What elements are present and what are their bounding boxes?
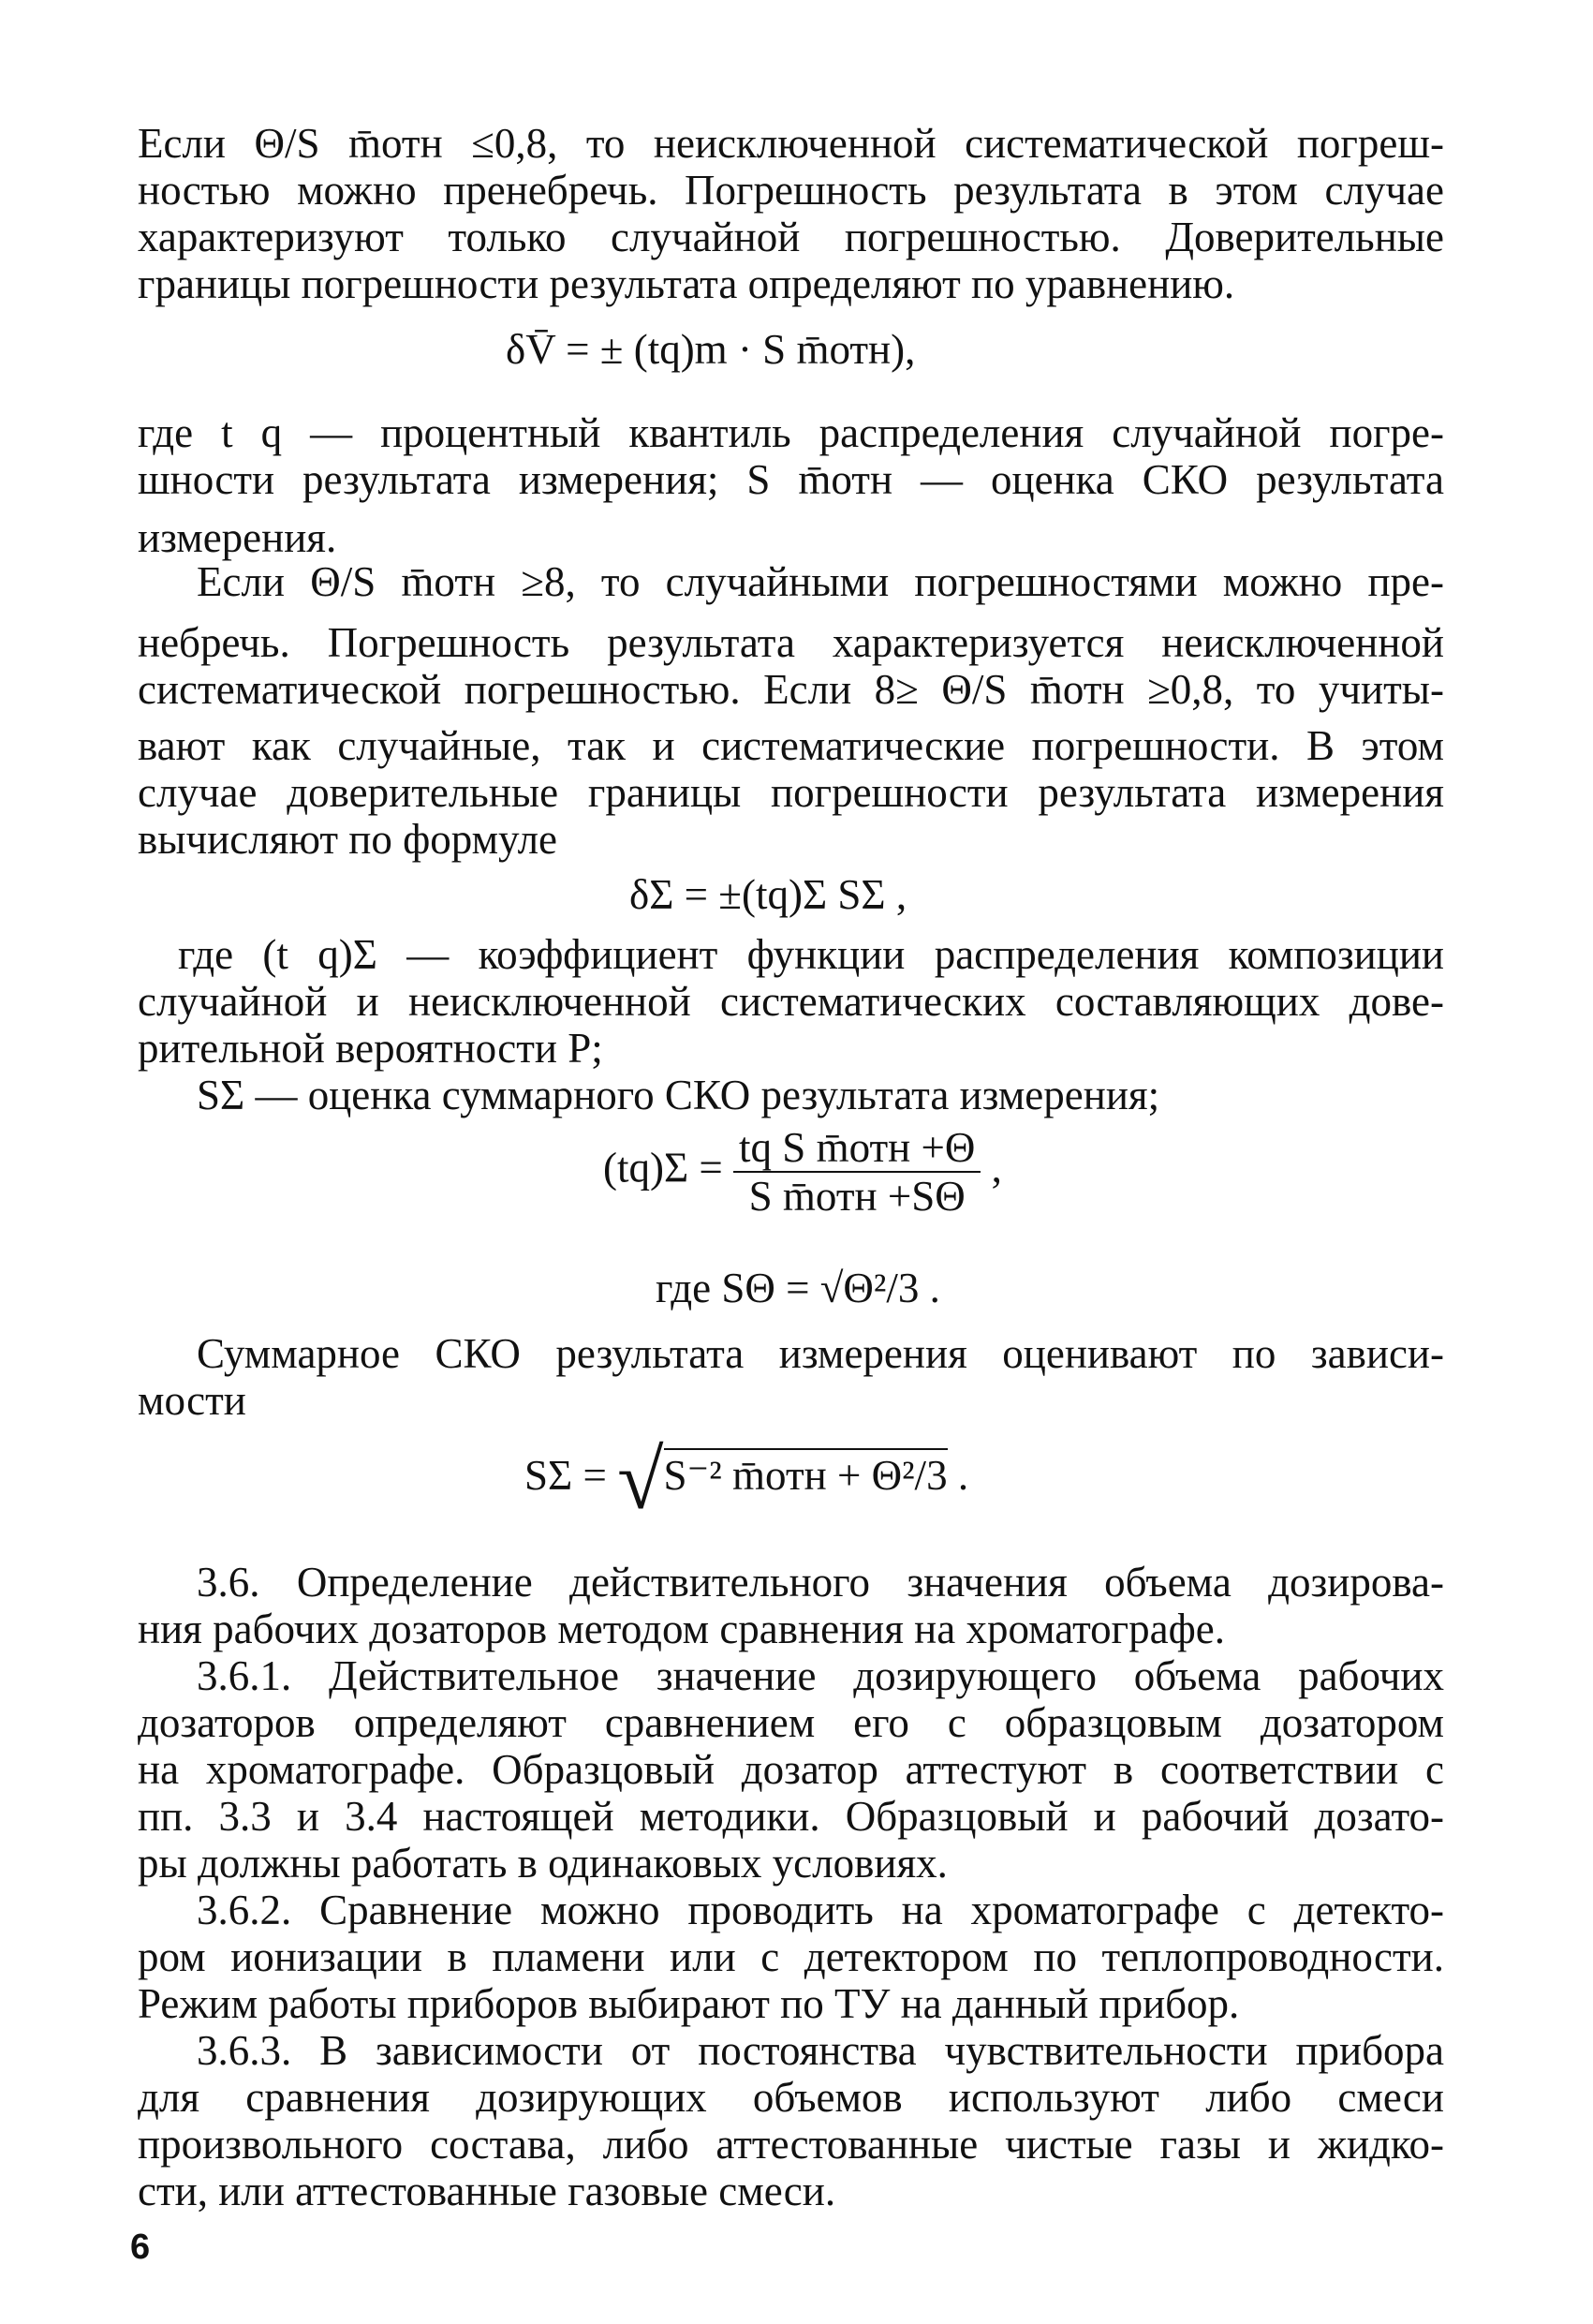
formula-tq-sum bbox=[603, 1124, 1002, 1220]
text-line: на хроматографе. Образцовый дозатор аттестуют в соответствии с bbox=[138, 1746, 1444, 1793]
text-line: случайной и неисключенной систематических составляющих дове- bbox=[138, 978, 1444, 1025]
text-line: измерения. bbox=[138, 514, 337, 561]
text-line: 3.6.2. Сравнение можно проводить на хроматографе с детекто- bbox=[197, 1887, 1444, 1933]
formula-delta-sum: δΣ = ±(tq)Σ SΣ , bbox=[629, 871, 907, 918]
text-line: где t q — процентный квантиль распределения случайной погре- bbox=[138, 409, 1444, 456]
text-line: систематической погрешностью. Если 8≥ Θ/S m̄отн ≥0,8, то учиты- bbox=[138, 666, 1444, 713]
text-line: вают как случайные, так и систематические погрешности. В этом bbox=[138, 722, 1444, 769]
text-line: дозаторов определяют сравнением его с образцовым дозатором bbox=[138, 1699, 1444, 1746]
formula-delta-v: δV̄ = ± (tq)m · S m̄отн), bbox=[506, 326, 916, 373]
text-line: для сравнения дозирующих объемов используют либо смеси bbox=[138, 2074, 1444, 2121]
formula-s-sum-tail: . bbox=[957, 1452, 969, 1499]
page-number: 6 bbox=[130, 2228, 151, 2267]
text-line: Режим работы приборов выбирают по ТУ на данный прибор. bbox=[138, 1980, 1240, 2027]
formula-tq-sum-lhs: (tq)Σ = bbox=[603, 1144, 723, 1192]
text-line: сти, или аттестованные газовые смеси. bbox=[138, 2168, 836, 2214]
sqrt-icon: √ bbox=[617, 1434, 664, 1527]
text-line: случае доверительные границы погрешности результата измерения bbox=[138, 769, 1444, 816]
fraction-denominator: S m̄отн +SΘ bbox=[748, 1173, 966, 1220]
text-line: Если Θ/S m̄отн ≤0,8, то неисключенной систематической погреш- bbox=[138, 120, 1444, 167]
fraction bbox=[733, 1124, 981, 1220]
text-line: вычисляют по формуле bbox=[138, 816, 558, 863]
text-line: границы погрешности результата определяют по уравнению. bbox=[138, 260, 1235, 307]
formula-tq-sum-tail: , bbox=[991, 1144, 1002, 1192]
text-line: Суммарное СКО результата измерения оценивают по зависи- bbox=[197, 1330, 1444, 1377]
formula-s-theta: где SΘ = √Θ²/3 . bbox=[656, 1265, 940, 1311]
text-line: мости bbox=[138, 1377, 246, 1424]
text-line: 3.6.1. Действительное значение дозирующего объема рабочих bbox=[197, 1652, 1444, 1699]
text-line: ры должны работать в одинаковых условиях. bbox=[138, 1840, 948, 1887]
text-line: 3.6.3. В зависимости от постоянства чувствительности прибора bbox=[197, 2027, 1444, 2074]
formula-s-sum-lhs: SΣ = bbox=[524, 1452, 607, 1499]
text-line: ностью можно пренебречь. Погрешность результата в этом случае bbox=[138, 167, 1444, 214]
text-line: рительной вероятности P; bbox=[138, 1025, 603, 1072]
text-line: характеризуют только случайной погрешностью. Доверительные bbox=[138, 214, 1444, 260]
text-line: произвольного состава, либо аттестованные чистые газы и жидко- bbox=[138, 2121, 1444, 2168]
text-line: 3.6. Определение действительного значения объема дозирова- bbox=[197, 1559, 1444, 1606]
text-line: SΣ — оценка суммарного СКО результата измерения; bbox=[197, 1072, 1160, 1118]
fraction-numerator: tq S m̄отн +Θ bbox=[733, 1124, 981, 1173]
text-line: шности результата измерения; S m̄отн — оценка СКО результата bbox=[138, 456, 1444, 503]
text-line: где (t q)Σ — коэффициент функции распределения композиции bbox=[178, 931, 1444, 978]
formula-s-sum bbox=[524, 1434, 969, 1527]
formula-s-sum-radicand: S⁻² m̄отн + Θ²/3 bbox=[664, 1448, 948, 1499]
text-line: небречь. Погрешность результата характеризуется неисключенной bbox=[138, 619, 1444, 666]
text-line: Если Θ/S m̄отн ≥8, то случайными погрешностями можно пре- bbox=[197, 558, 1444, 605]
text-line: ния рабочих дозаторов методом сравнения на хроматографе. bbox=[138, 1606, 1225, 1652]
text-line: пп. 3.3 и 3.4 настоящей методики. Образцовый и рабочий дозато- bbox=[138, 1793, 1444, 1840]
text-line: ром ионизации в пламени или с детектором по теплопроводности. bbox=[138, 1933, 1444, 1980]
